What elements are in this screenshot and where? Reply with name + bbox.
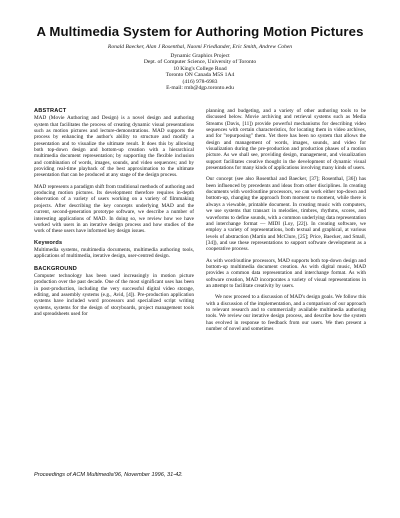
author-list: Ronald Baecker, Alan J Rosenthal, Naomi Friedlander, Eric Smith, Andrew Cohen: [107, 44, 293, 50]
affiliation-email: E-mail: rmb@dgp.toronto.edu: [166, 85, 234, 92]
affiliation-line: 10 King's College Road: [173, 65, 227, 72]
abstract-heading: ABSTRACT: [34, 108, 67, 114]
right-column: [206, 108, 366, 337]
keywords-text: Multimedia systems, multimedia documents, multimedia authoring tools, applications of multimedia, iterative design, user-centred design.: [34, 246, 194, 260]
keywords-heading: Keywords: [34, 239, 63, 246]
abstract-paragraph: MAD represents a paradigm shift from traditional methods of authoring and producing motion pictures. Its development therefore requires in-depth observation of a variety of users working on a variety of filmmaking projects. After describing the key concepts underlying MAD and the current, second-generation prototype software, we describe a number of interesting applications of MAD. In doing so, we review how we have worked with users in an iterative design process and how studies of the work of these users have informed key design issues.: [34, 183, 194, 235]
background-heading: BACKGROUND: [34, 265, 78, 272]
affiliation-line: Toronto ON Canada M5S 1A4: [165, 72, 235, 79]
paper-title: A Multimedia System for Authoring Motion Pictures: [36, 24, 364, 39]
body-paragraph: We now proceed to a discussion of MAD's design goals. We follow this with a discussion of the implementation, and a comparison of our approach to relevant research and to commercially available multimedia authoring tools. We review our iterative design process, and describe how the system has evolved in response to feedback from our users. We then present a number of novel and sometimes: [206, 294, 366, 332]
affiliation-block: [0, 53, 400, 91]
affiliation-line: Dept. of Computer Science, University of Toronto: [143, 59, 257, 66]
abstract-paragraph: MAD (Movie Authoring and Design) is a novel design and authoring system that facilitates the process of creating dynamic visual presentations such as motion pictures and lecture-demonstrations. MAD supports the process by enhancing the author's ability to structure and modify a presentation and to visualize the ultimate result. It does this by allowing both top-down design and bottom-up creation with a hierarchical multimedia document representation; by supporting the flexible inclusion and combination of words, images, sounds, and video sequences; and by providing real-time playback of the best approximation to the ultimate presentation that can be produced at any stage of the design process.: [34, 115, 194, 179]
body-paragraph: As with word/outline processors, MAD supports both top-down design and bottom-up multimedia document creation. As with digital music, MAD provides a common data representation and interchange format. As with software creation, MAD incorporates a variety of visual representations in an attempt to facilitate creativity by users.: [206, 257, 366, 289]
affiliation-line: Dynamic Graphics Project: [170, 53, 230, 59]
proceedings-note: Proceedings of ACM Multimedia'96, November 1996, 31-42.: [34, 472, 183, 478]
body-paragraph: Our concept (see also Rosenthal and Baecker, [37]; Rosenthal, [36]) has been influenced by precedents and ideas from other disciplines. In creating documents with word/outline processors, we can work either top-down and bottom-up, changing the approach from moment to moment, while there is always a viewable, printable document. In creating music with computers, we use systems that transact in melodies, timbres, rhythms, scores, and waveforms to define sounds, with a common underlying data representation and interchange format — MIDI (Loy, [22]). In creating software, we employ a variety of representations, both textual and graphical, at various levels of abstraction (Martin and McClure, [25]; Price, Baecker, and Small, [34]), and use these representations to support software development as a cooperative process.: [206, 176, 366, 253]
left-column: [34, 108, 194, 322]
background-paragraph: Computer technology has been used increasingly in motion picture production over the past decade. One of the most significant uses has been in post-production, including the very successful digital video storage, editing, and assembly systems (e.g., Avid, [4]). Pre-production application systems have included word processors and specialized script writing systems, systems for the design of storyboards, project management tools and spreadsheets used for: [34, 272, 194, 317]
body-paragraph: planning and budgeting, and a variety of other authoring tools to be discussed below. Movie archiving and retrieval systems such as Media Streams (Davis, [11]) provide powerful mechanisms for describing video sequences with certain characteristics, for locating them in video archives, and for "repurposing" them. Yet there has been no system that allows the design and management of words, images, sounds, and video for visualization during the pre-production and production phases of a motion picture. As we shall see, providing design, management, and visualization support facilitates creative thought in the development of dynamic visual presentations for many kinds of applications involving many kinds of users.: [206, 108, 366, 172]
affiliation-line: (416) 978-6983: [182, 78, 218, 85]
